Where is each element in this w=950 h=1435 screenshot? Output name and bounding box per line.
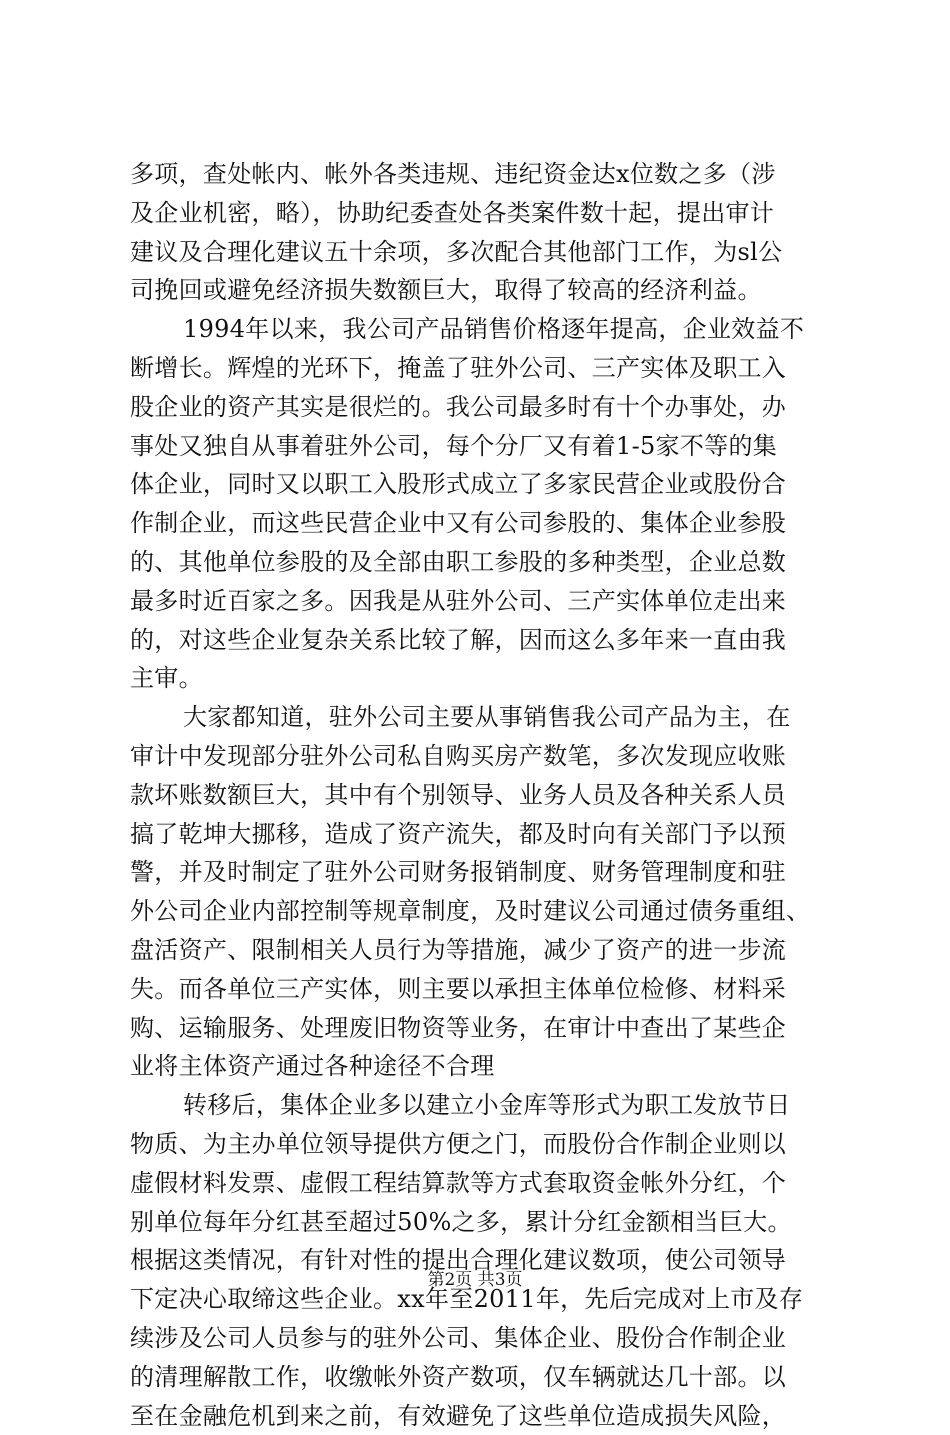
text-line: 及企业机密，略），协助纪委查处各类案件数十起，提出审计	[130, 194, 830, 233]
text-line: 的清理解散工作，收缴帐外资产数项，仅车辆就达几十部。以	[130, 1358, 830, 1397]
text-line: 审计中发现部分驻外公司私自购买房产数笔，多次发现应收账	[130, 737, 830, 776]
text-line: 最多时近百家之多。因我是从驻外公司、三产实体单位走出来	[130, 582, 830, 621]
text-line: 建议及合理化建议五十余项，多次配合其他部门工作，为sl公	[130, 233, 830, 272]
text-line: 体企业，同时又以职工入股形式成立了多家民营企业或股份合	[130, 465, 830, 504]
text-line: 主审。	[130, 659, 830, 698]
page-footer	[0, 1270, 950, 1290]
text-line: 搞了乾坤大挪移，造成了资产流失，都及时向有关部门予以预	[130, 815, 830, 854]
text-line: 多项，查处帐内、帐外各类违规、违纪资金达x位数之多（涉	[130, 155, 830, 194]
page-number: 第2页 共3页	[427, 1270, 522, 1290]
text-line: 至在金融危机到来之前，有效避免了这些单位造成损失风险，	[130, 1397, 830, 1435]
text-line: 下定决心取缔这些企业。xx年至2011年，先后完成对上市及存	[130, 1280, 830, 1319]
document-body	[130, 155, 830, 1435]
paragraph-first-line: 1994年以来，我公司产品销售价格逐年提高，企业效益不	[130, 310, 830, 349]
text-line: 别单位每年分红甚至超过50%之多，累计分红金额相当巨大。	[130, 1203, 830, 1242]
text-line: 警，并及时制定了驻外公司财务报销制度、财务管理制度和驻	[130, 853, 830, 892]
paragraph-first-line: 转移后，集体企业多以建立小金库等形式为职工发放节日	[130, 1086, 830, 1125]
text-line: 盘活资产、限制相关人员行为等措施，减少了资产的进一步流	[130, 931, 830, 970]
text-line: 根据这类情况，有针对性的提出合理化建议数项，使公司领导	[130, 1241, 830, 1280]
text-line: 股企业的资产其实是很烂的。我公司最多时有十个办事处，办	[130, 388, 830, 427]
text-line: 事处又独自从事着驻外公司，每个分厂又有着1-5家不等的集	[130, 427, 830, 466]
text-line: 的，对这些企业复杂关系比较了解，因而这么多年来一直由我	[130, 621, 830, 660]
text-line: 外公司企业内部控制等规章制度，及时建议公司通过债务重组、	[130, 892, 830, 931]
text-line: 的、其他单位参股的及全部由职工参股的多种类型，企业总数	[130, 543, 830, 582]
text-line: 续涉及公司人员参与的驻外公司、集体企业、股份合作制企业	[130, 1319, 830, 1358]
text-line: 购、运输服务、处理废旧物资等业务，在审计中查出了某些企	[130, 1009, 830, 1048]
text-line: 款坏账数额巨大，其中有个别领导、业务人员及各种关系人员	[130, 776, 830, 815]
text-line: 虚假材料发票、虚假工程结算款等方式套取资金帐外分红，个	[130, 1164, 830, 1203]
paragraph-first-line: 大家都知道，驻外公司主要从事销售我公司产品为主，在	[130, 698, 830, 737]
text-line: 断增长。辉煌的光环下，掩盖了驻外公司、三产实体及职工入	[130, 349, 830, 388]
text-line: 业将主体资产通过各种途径不合理	[130, 1047, 830, 1086]
text-line: 作制企业，而这些民营企业中又有公司参股的、集体企业参股	[130, 504, 830, 543]
text-line: 物质、为主办单位领导提供方便之门，而股份合作制企业则以	[130, 1125, 830, 1164]
text-line: 失。而各单位三产实体，则主要以承担主体单位检修、材料采	[130, 970, 830, 1009]
text-line: 司挽回或避免经济损失数额巨大，取得了较高的经济利益。	[130, 271, 830, 310]
